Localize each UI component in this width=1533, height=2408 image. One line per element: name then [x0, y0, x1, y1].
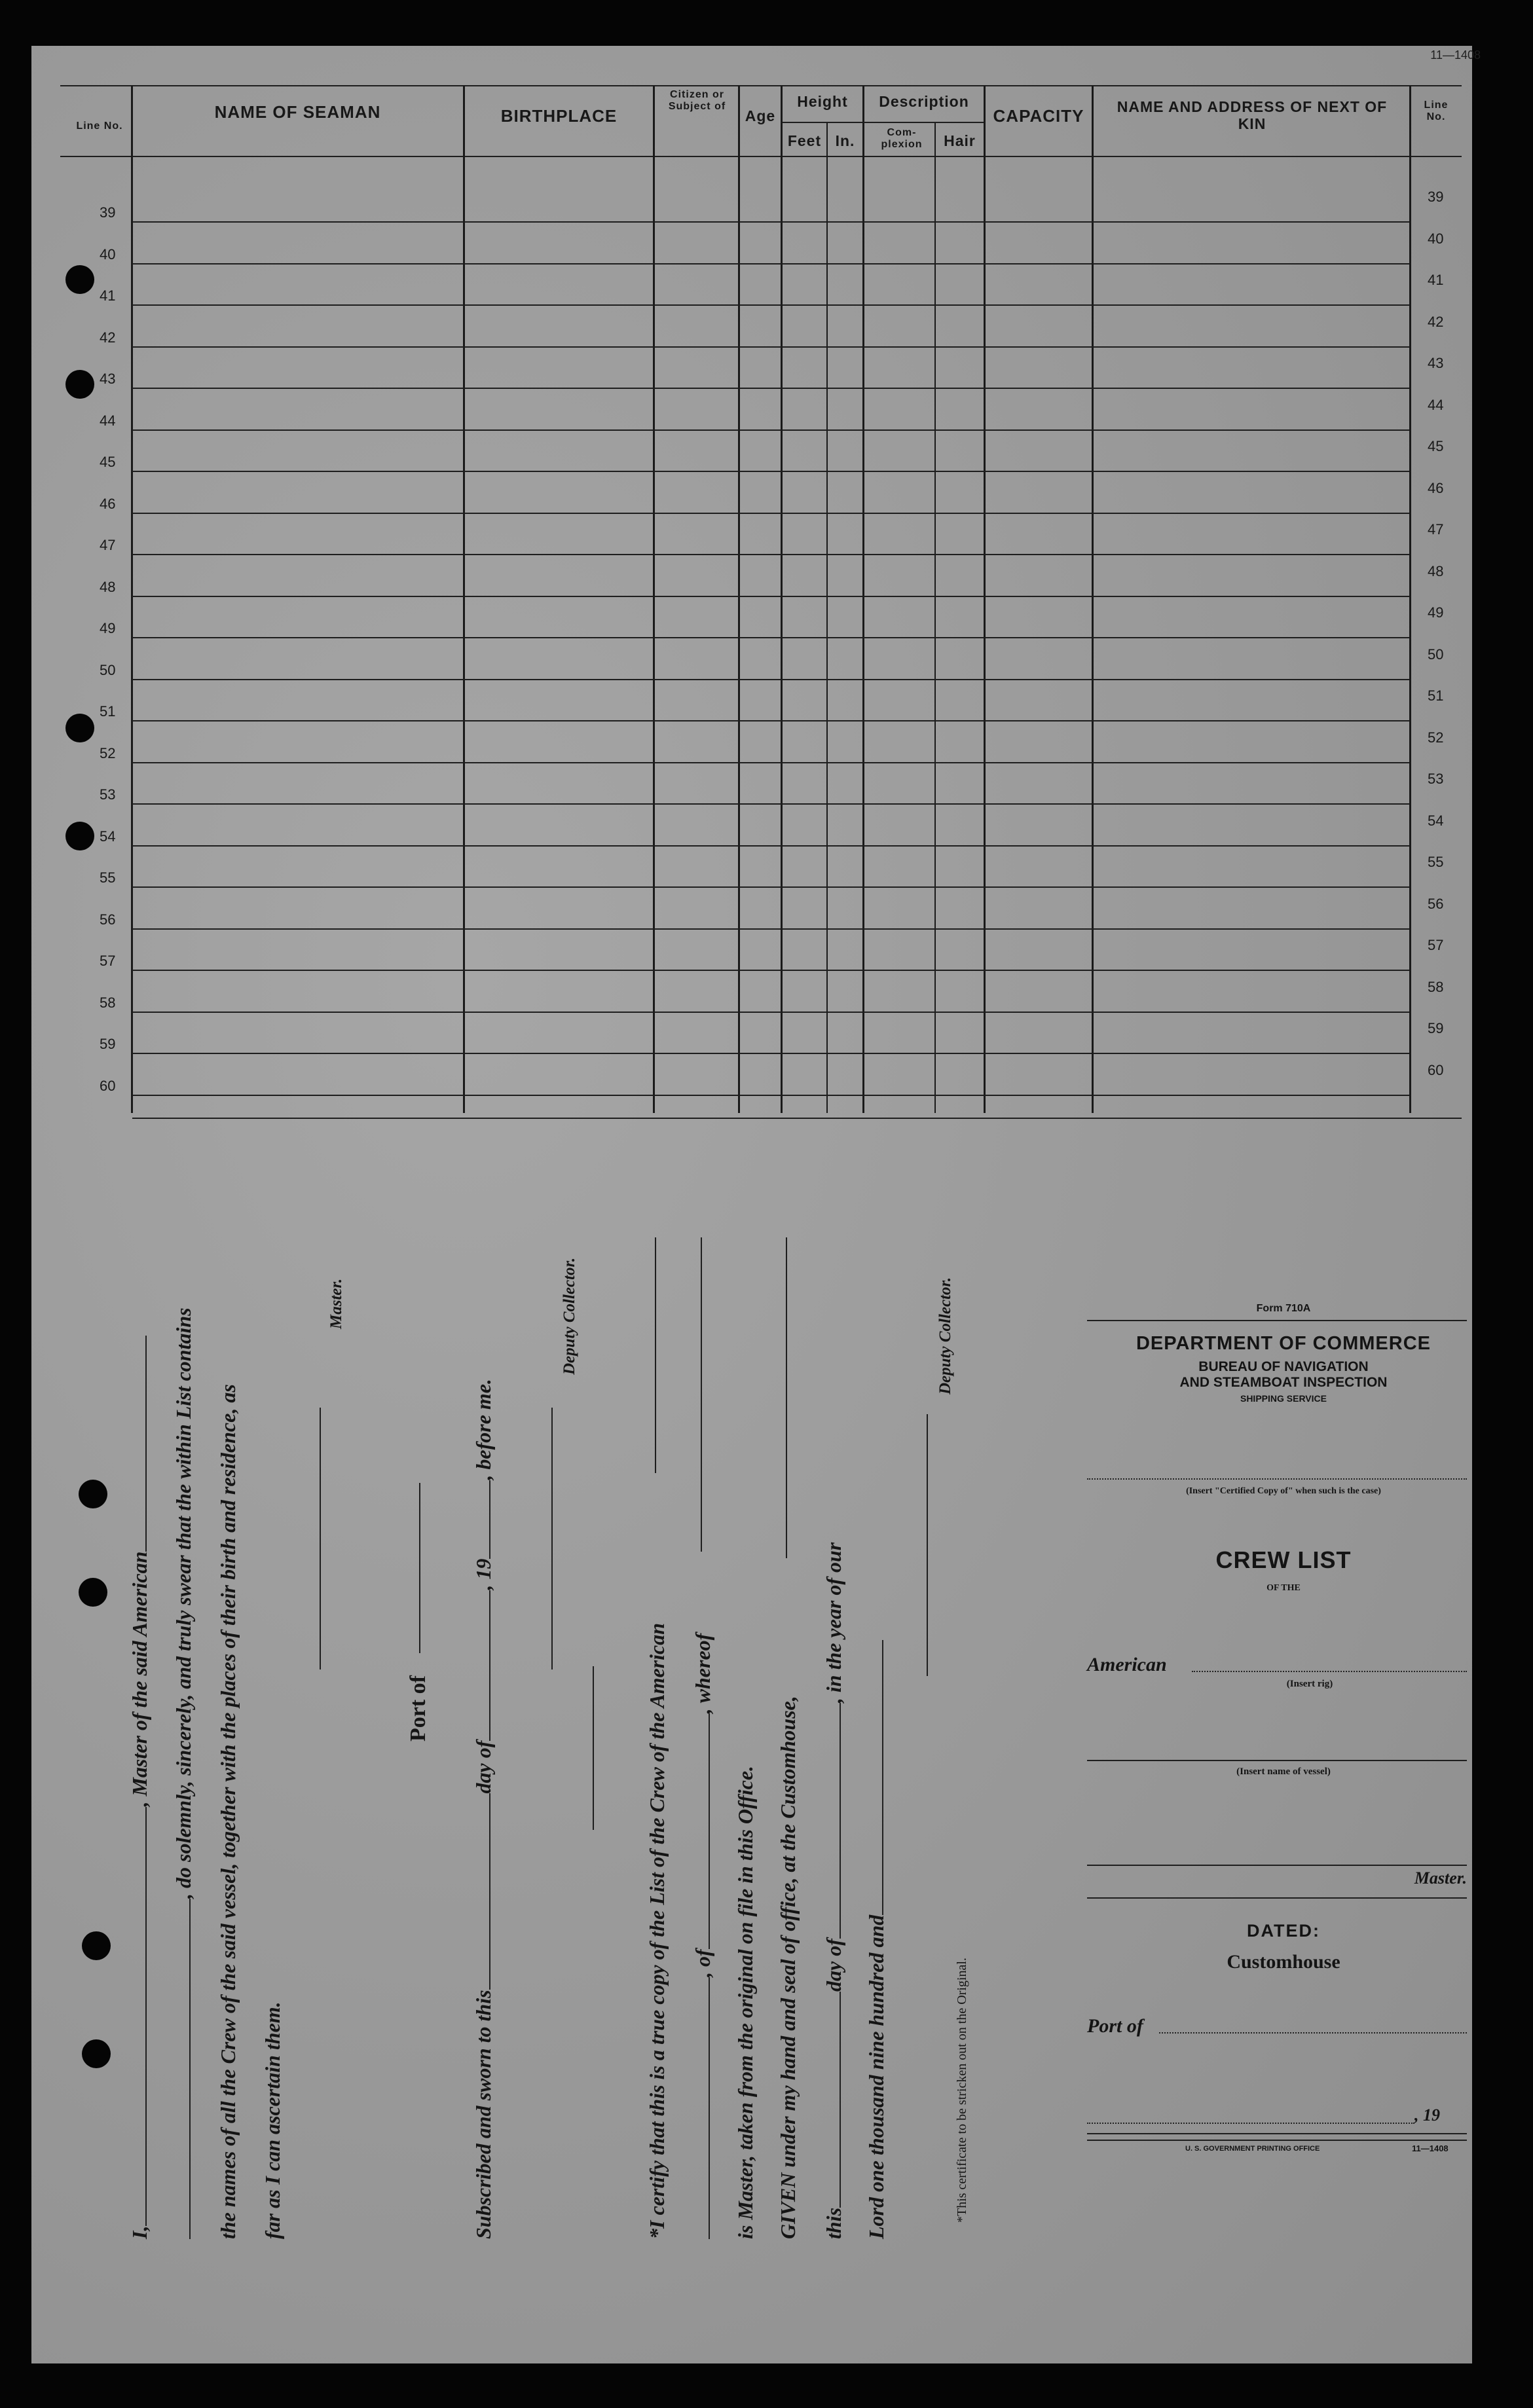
insert-rig-note: (Insert rig): [1286, 1679, 1333, 1689]
panel-port-of-label: Port of: [1087, 2015, 1143, 2037]
punch-hole: [79, 1480, 107, 1508]
header-height: Height: [797, 93, 848, 110]
customhouse-label: Customhouse: [1227, 1951, 1340, 1973]
line-number-right: 42: [1428, 313, 1444, 330]
line-number-right: 57: [1428, 937, 1444, 953]
line-number-right: 54: [1428, 812, 1444, 829]
line-number-left: 46: [100, 495, 116, 512]
line-number-right: 55: [1428, 854, 1444, 870]
certify-master-line: is Master, taken from the original on file in this Office.: [733, 1765, 757, 2239]
certificate-footnote: *This certificate to be stricken out on the Original.: [955, 1958, 969, 2223]
subscribed-line: Subscribed and sworn to thisday of, 19, before me.: [471, 1378, 495, 2239]
certify-line: *I certify that this is a true copy of the List of the Crew of the American: [645, 1622, 669, 2239]
crew-list-back-panel: [1087, 1303, 1480, 2174]
punch-hole: [82, 2039, 111, 2068]
line-number-right: 40: [1428, 230, 1444, 247]
header-hair: Hair: [944, 132, 976, 149]
header-age: Age: [745, 107, 776, 124]
this-day-line: thisday of, in the year of our: [822, 1542, 845, 2239]
line-number-left: 49: [100, 620, 116, 636]
line-number-right: 39: [1428, 189, 1444, 205]
line-number-left: 40: [100, 246, 116, 263]
line-number-right: 56: [1428, 895, 1444, 912]
line-number-right: 60: [1428, 1061, 1444, 1078]
line-number-left: 39: [100, 204, 116, 221]
line-number-right: 44: [1428, 396, 1444, 413]
line-number-right: 43: [1428, 355, 1444, 371]
header-next-of-kin: NAME AND ADDRESS OF NEXT OF KIN: [1117, 98, 1388, 132]
header-feet: Feet: [787, 132, 822, 149]
header-in: In.: [835, 132, 855, 149]
line-number-right: 41: [1428, 272, 1444, 288]
line-number-left: 53: [100, 786, 116, 803]
punch-hole: [65, 714, 94, 742]
bureau-line-1: BUREAU OF NAVIGATION: [1198, 1359, 1369, 1374]
line-number-left: 59: [100, 1036, 116, 1052]
line-number-left: 52: [100, 744, 116, 761]
line-number-right: 46: [1428, 479, 1444, 496]
punch-hole: [65, 265, 94, 294]
line-number-right: 50: [1428, 646, 1444, 663]
lord-line: Lord one thousand nine hundred and: [864, 1640, 889, 2239]
header-citizen: Citizen or Subject of: [668, 89, 726, 112]
shipping-service: SHIPPING SERVICE: [1240, 1393, 1327, 1404]
line-number-right: 47: [1428, 521, 1444, 538]
oath-line-3: the names of all the Crew of the said vessel, together with the places of their birth and residence, as: [216, 1384, 240, 2239]
line-number-left: 50: [100, 661, 116, 678]
header-name-of-seaman: NAME OF SEAMAN: [214, 102, 381, 122]
master-signature-label: Master.: [327, 1278, 345, 1329]
line-number-left: 42: [100, 329, 116, 346]
document-code-top: 11—1408: [1430, 48, 1481, 62]
line-number-right: 59: [1428, 1020, 1444, 1036]
line-number-left: 54: [100, 828, 116, 845]
panel-doc-code: 11—1408: [1412, 2143, 1449, 2153]
header-complexion: Com-plexion: [881, 127, 923, 150]
printer-imprint: U. S. GOVERNMENT PRINTING OFFICE: [1185, 2145, 1320, 2153]
deputy-collector-1: Deputy Collector.: [561, 1257, 578, 1375]
american-label: American: [1087, 1654, 1167, 1675]
master-label: Master.: [1414, 1869, 1467, 1888]
line-number-left: 45: [100, 454, 116, 470]
line-number-left: 57: [100, 953, 116, 969]
department-title: DEPARTMENT OF COMMERCE: [1136, 1333, 1431, 1354]
form-number: Form 710A: [1256, 1303, 1311, 1314]
header-capacity: CAPACITY: [993, 106, 1084, 126]
bureau-line-2: AND STEAMBOAT INSPECTION: [1179, 1375, 1388, 1390]
header-birthplace: BIRTHPLACE: [500, 106, 618, 126]
line-number-left: 44: [100, 412, 116, 429]
insert-certified-note: (Insert "Certified Copy of" when such is the case): [1186, 1486, 1381, 1496]
header-line-no: Line No.: [76, 120, 123, 132]
dated-label: DATED:: [1247, 1921, 1320, 1941]
insert-vessel-note: (Insert name of vessel): [1236, 1766, 1331, 1777]
line-number-right: 49: [1428, 604, 1444, 621]
line-number-left: 58: [100, 994, 116, 1011]
of-the-label: OF THE: [1266, 1583, 1301, 1593]
line-number-left: 60: [100, 1077, 116, 1094]
punch-hole: [65, 370, 94, 399]
line-number-right: 51: [1428, 687, 1444, 704]
line-number-right: 58: [1428, 978, 1444, 995]
certify-of-line: , of, whereof: [691, 1633, 715, 2239]
given-line: GIVEN under my hand and seal of office, at the Customhouse,: [776, 1696, 800, 2239]
line-number-right: 52: [1428, 729, 1444, 746]
header-line-no-right: Line No.: [1424, 100, 1449, 122]
line-number-right: 48: [1428, 562, 1444, 579]
line-number-left: 56: [100, 911, 116, 928]
line-number-right: 53: [1428, 771, 1444, 787]
header-description: Description: [879, 93, 969, 110]
line-number-left: 43: [100, 371, 116, 387]
line-number-left: 48: [100, 578, 116, 595]
line-number-left: 55: [100, 869, 116, 886]
line-number-left: 51: [100, 703, 116, 720]
punch-hole: [82, 1931, 111, 1960]
line-number-right: 45: [1428, 438, 1444, 454]
line-number-left: 47: [100, 537, 116, 553]
oath-line-1: I,, Master of the said American: [128, 1336, 152, 2239]
crew-list-title: CREW LIST: [1215, 1546, 1352, 1573]
line-number-left: 41: [100, 287, 116, 304]
year-19-label: , 19: [1414, 2106, 1440, 2125]
port-of-label: Port of: [406, 1675, 430, 1742]
punch-hole: [65, 822, 94, 850]
oath-line-2: , do solemnly, sincerely, and truly swear that the within List contains: [172, 1307, 196, 2239]
deputy-collector-2: Deputy Collector.: [936, 1277, 954, 1395]
punch-hole: [79, 1578, 107, 1607]
oath-line-4: far as I can ascertain them.: [261, 2001, 284, 2239]
